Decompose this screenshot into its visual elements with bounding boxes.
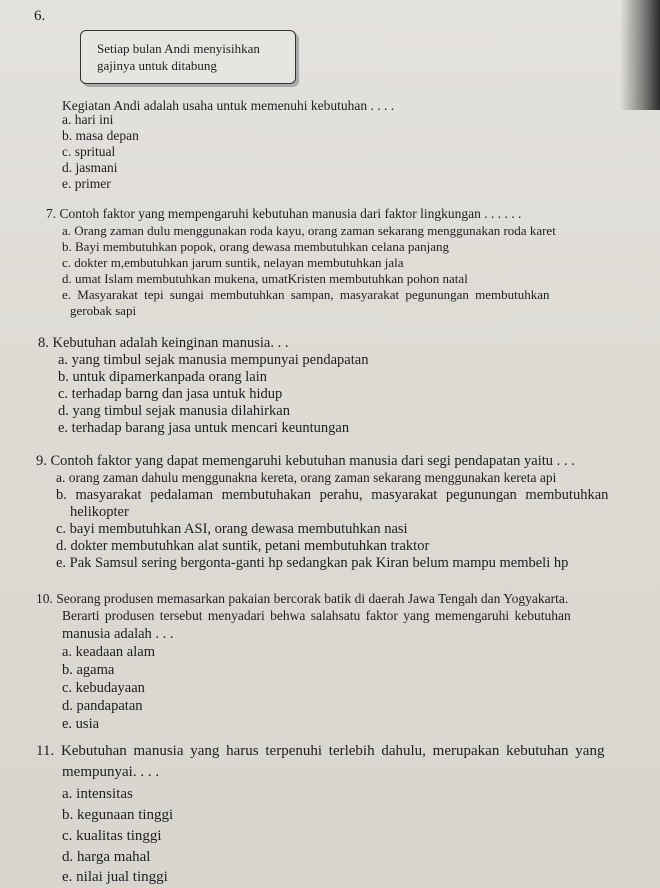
question-10-line-1: 10. Seorang produsen memasarkan pakaian bercorak batik di daerah Jawa Tengah dan Yogyakarta.	[36, 591, 569, 606]
q7-option-e-cont: gerobak sapi	[70, 303, 137, 318]
q8-option-d: d. yang timbul sejak manusia dilahirkan	[58, 403, 290, 419]
q8-option-e: e. terhadap barang jasa untuk mencari keuntungan	[58, 420, 350, 436]
q10-option-a: a. keadaan alam	[62, 644, 155, 660]
photo-shadow	[620, 0, 660, 110]
q8-option-b: b. untuk dipamerkanpada orang lain	[58, 369, 267, 385]
q10-option-e: e. usia	[62, 716, 100, 732]
scenario-box	[80, 30, 296, 84]
q11-option-b: b. kegunaan tinggi	[62, 807, 174, 823]
question-11-line-1: 11. Kebutuhan manusia yang harus terpenuhi terlebih dahulu, merupakan kebutuhan yang	[36, 743, 605, 759]
q9-option-b: b. masyarakat pedalaman membutuhakan perahu, masyarakat pegunungan membutuhkan	[56, 487, 609, 503]
q9-option-e: e. Pak Samsul sering bergonta-ganti hp sedangkan pak Kiran belum mampu membeli hp	[56, 555, 569, 571]
q6-option-d: d. jasmani	[62, 160, 118, 175]
q10-option-d: d. pandapatan	[62, 698, 143, 714]
q7-option-c: c. dokter m,embutuhkan jarum suntik, nelayan membutuhkan jala	[62, 255, 404, 270]
q6-option-b: b. masa depan	[62, 128, 139, 143]
q9-option-d: d. dokter membutuhkan alat suntik, petani membutuhkan traktor	[56, 538, 430, 554]
q10-option-c: c. kebudayaan	[62, 680, 145, 696]
q6-option-a: a. hari ini	[62, 112, 114, 127]
scenario-line-1: Setiap bulan Andi menyisihkan	[97, 41, 260, 56]
question-10-line-3: manusia adalah . . .	[62, 626, 174, 642]
question-9-text: 9. Contoh faktor yang dapat memengaruhi kebutuhan manusia dari segi pendapatan yaitu . . .	[36, 453, 575, 469]
q11-option-a: a. intensitas	[62, 786, 133, 802]
q7-option-e: e. Masyarakat tepi sungai membutuhkan sampan, masyarakat pegunungan membutuhkan	[62, 287, 550, 302]
question-7-text: 7. Contoh faktor yang mempengaruhi kebutuhan manusia dari faktor lingkungan . . . . . .	[46, 206, 522, 221]
q10-option-b: b. agama	[62, 662, 115, 678]
q9-option-c: c. bayi membutuhkan ASI, orang dewasa membutuhkan nasi	[56, 521, 408, 537]
q7-option-d: d. umat Islam membutuhkan mukena, umatKristen membutuhkan pohon natal	[62, 271, 468, 286]
q11-option-e: e. nilai jual tinggi	[62, 869, 168, 885]
q9-option-b-cont: helikopter	[70, 504, 129, 520]
q9-option-a: a. orang zaman dahulu menggunakna kereta, orang zaman sekarang menggunakan kereta api	[56, 470, 557, 485]
q6-option-e: e. primer	[62, 176, 111, 191]
question-10-line-2: Berarti produsen tersebut menyadari behwa salahsatu faktor yang memengaruhi kebutuhan	[62, 608, 571, 623]
q6-option-c: c. spritual	[62, 144, 116, 159]
scenario-line-2: gajinya untuk ditabung	[97, 58, 217, 73]
q7-option-a: a. Orang zaman dulu menggunakan roda kayu, orang zaman sekarang menggunakan roda karet	[62, 223, 556, 238]
q11-option-d: d. harga mahal	[62, 849, 151, 865]
q8-option-a: a. yang timbul sejak manusia mempunyai pendapatan	[58, 352, 369, 368]
question-6-text: Kegiatan Andi adalah usaha untuk memenuhi kebutuhan . . . .	[62, 98, 395, 113]
question-8-text: 8. Kebutuhan adalah keinginan manusia. . .	[38, 335, 289, 351]
q11-option-c: c. kualitas tinggi	[62, 828, 162, 844]
q8-option-c: c. terhadap barng dan jasa untuk hidup	[58, 386, 283, 402]
question-6-number: 6.	[34, 8, 46, 24]
question-11-line-2: mempunyai. . . .	[62, 764, 160, 780]
q7-option-b: b. Bayi membutuhkan popok, orang dewasa membutuhkan celana panjang	[62, 239, 450, 254]
